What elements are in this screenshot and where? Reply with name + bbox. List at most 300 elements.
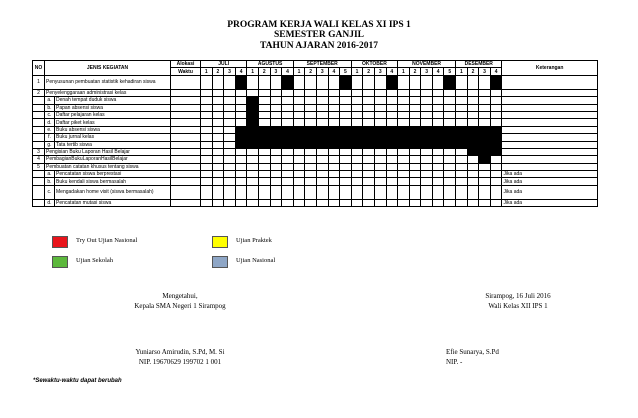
row-note xyxy=(502,104,597,111)
schedule-cell xyxy=(328,119,340,126)
schedule-cell xyxy=(456,171,468,178)
schedule-cell xyxy=(247,148,259,155)
schedule-cell xyxy=(421,75,433,89)
schedule-cell xyxy=(467,171,479,178)
schedule-cell xyxy=(363,119,375,126)
schedule-cell-filled xyxy=(490,148,502,155)
header-week: 3 xyxy=(374,68,386,75)
row-activity: Mengadakan home visit (siswa bermasalah) xyxy=(55,185,171,199)
schedule-cell xyxy=(409,199,421,206)
schedule-cell-filled xyxy=(247,141,259,148)
row-allocation xyxy=(171,111,201,118)
row-allocation xyxy=(171,97,201,104)
schedule-cell xyxy=(374,111,386,118)
schedule-cell xyxy=(201,89,213,96)
schedule-cell xyxy=(201,199,213,206)
schedule-cell xyxy=(409,178,421,185)
schedule-cell xyxy=(258,178,270,185)
schedule-cell xyxy=(456,104,468,111)
schedule-cell xyxy=(398,171,410,178)
schedule-cell xyxy=(490,171,502,178)
schedule-cell xyxy=(467,97,479,104)
schedule-cell xyxy=(270,97,282,104)
schedule-cell xyxy=(432,111,444,118)
schedule-cell xyxy=(479,89,491,96)
schedule-cell-filled xyxy=(421,126,433,133)
row-note xyxy=(502,75,597,89)
schedule-cell xyxy=(421,156,433,163)
schedule-cell-filled xyxy=(363,141,375,148)
schedule-cell-filled xyxy=(293,126,305,133)
schedule-cell xyxy=(409,156,421,163)
schedule-cell xyxy=(374,148,386,155)
schedule-cell xyxy=(444,111,456,118)
schedule-cell-filled xyxy=(235,141,247,148)
schedule-cell-filled xyxy=(386,75,398,89)
row-number xyxy=(33,119,45,126)
signature-left-nip: NIP. 19670629 199702 1 001 xyxy=(138,358,222,366)
schedule-cell xyxy=(282,156,294,163)
schedule-cell xyxy=(305,185,317,199)
schedule-cell xyxy=(212,75,224,89)
schedule-cell xyxy=(282,185,294,199)
schedule-cell-filled xyxy=(456,141,468,148)
schedule-cell xyxy=(235,185,247,199)
row-number: 5 xyxy=(33,163,45,170)
schedule-cell-filled xyxy=(340,141,352,148)
schedule-cell-filled xyxy=(432,134,444,141)
schedule-cell xyxy=(270,104,282,111)
schedule-cell-filled xyxy=(247,97,259,104)
schedule-cell xyxy=(479,75,491,89)
schedule-cell xyxy=(374,163,386,170)
row-activity: Pencatatan mutasi siswa xyxy=(55,199,171,206)
schedule-cell-filled xyxy=(316,141,328,148)
schedule-cell xyxy=(421,111,433,118)
schedule-cell xyxy=(432,171,444,178)
header-week: 3 xyxy=(479,68,491,75)
schedule-cell xyxy=(386,156,398,163)
schedule-cell xyxy=(432,156,444,163)
schedule-cell-filled xyxy=(421,141,433,148)
schedule-cell xyxy=(456,75,468,89)
row-allocation xyxy=(171,185,201,199)
schedule-cell-filled xyxy=(316,134,328,141)
schedule-cell xyxy=(316,199,328,206)
schedule-cell xyxy=(467,178,479,185)
schedule-cell xyxy=(212,104,224,111)
schedule-cell xyxy=(293,97,305,104)
schedule-cell xyxy=(432,97,444,104)
schedule-cell xyxy=(247,156,259,163)
row-activity: Denah tempat duduk siswa xyxy=(55,97,171,104)
schedule-cell-filled xyxy=(490,134,502,141)
schedule-cell xyxy=(351,111,363,118)
schedule-cell xyxy=(456,199,468,206)
schedule-cell-filled xyxy=(479,134,491,141)
row-activity: Papan absensi siswa xyxy=(55,104,171,111)
schedule-cell xyxy=(421,97,433,104)
header-week: 3 xyxy=(270,68,282,75)
schedule-cell xyxy=(409,171,421,178)
schedule-cell-filled xyxy=(282,134,294,141)
schedule-cell-filled xyxy=(247,104,259,111)
row-sub-letter: d. xyxy=(45,199,55,206)
schedule-cell xyxy=(456,178,468,185)
schedule-cell xyxy=(305,178,317,185)
table-row xyxy=(33,89,598,96)
schedule-cell-filled xyxy=(479,141,491,148)
schedule-cell xyxy=(235,178,247,185)
schedule-cell xyxy=(386,163,398,170)
row-sub-letter: b. xyxy=(45,104,55,111)
schedule-cell xyxy=(201,134,213,141)
schedule-cell-filled xyxy=(340,126,352,133)
table-row xyxy=(33,156,598,163)
row-activity: Buku absensi siswa xyxy=(55,126,171,133)
header-week: 2 xyxy=(409,68,421,75)
schedule-cell xyxy=(363,171,375,178)
row-activity: Pencatatan siswa berprestasi xyxy=(55,171,171,178)
schedule-cell xyxy=(201,178,213,185)
schedule-cell xyxy=(421,163,433,170)
schedule-cell xyxy=(467,111,479,118)
schedule-cell xyxy=(293,199,305,206)
row-number xyxy=(33,104,45,111)
schedule-cell-filled xyxy=(340,75,352,89)
schedule-cell xyxy=(224,104,236,111)
schedule-cell-filled xyxy=(398,134,410,141)
row-note xyxy=(502,141,597,148)
schedule-cell xyxy=(374,156,386,163)
schedule-cell-filled xyxy=(444,75,456,89)
schedule-cell xyxy=(444,156,456,163)
schedule-cell xyxy=(282,148,294,155)
schedule-cell xyxy=(432,89,444,96)
schedule-cell xyxy=(224,126,236,133)
schedule-cell-filled xyxy=(270,141,282,148)
schedule-cell xyxy=(293,89,305,96)
schedule-cell xyxy=(363,148,375,155)
schedule-cell xyxy=(340,185,352,199)
schedule-cell xyxy=(316,75,328,89)
schedule-cell xyxy=(258,104,270,111)
schedule-cell xyxy=(386,97,398,104)
row-sub-letter: d. xyxy=(45,119,55,126)
schedule-cell xyxy=(224,178,236,185)
schedule-cell xyxy=(212,111,224,118)
schedule-cell xyxy=(421,104,433,111)
table-row xyxy=(33,104,598,111)
schedule-cell xyxy=(224,111,236,118)
schedule-cell-filled xyxy=(282,126,294,133)
header-week: 2 xyxy=(363,68,375,75)
header-week: 1 xyxy=(456,68,468,75)
row-sub-letter: a. xyxy=(45,97,55,104)
schedule-cell xyxy=(490,178,502,185)
schedule-cell-filled xyxy=(386,126,398,133)
schedule-cell xyxy=(490,199,502,206)
schedule-cell xyxy=(212,178,224,185)
schedule-cell xyxy=(247,199,259,206)
schedule-cell xyxy=(386,178,398,185)
header-week: 1 xyxy=(351,68,363,75)
schedule-cell xyxy=(305,119,317,126)
schedule-cell xyxy=(351,156,363,163)
schedule-cell xyxy=(282,119,294,126)
schedule-cell xyxy=(340,171,352,178)
schedule-cell xyxy=(432,185,444,199)
schedule-cell xyxy=(363,89,375,96)
schedule-cell-filled xyxy=(456,134,468,141)
schedule-cell xyxy=(444,163,456,170)
header-allocation-line-2: Waktu xyxy=(171,68,201,75)
header-week: 4 xyxy=(235,68,247,75)
row-allocation xyxy=(171,134,201,141)
row-number xyxy=(33,111,45,118)
schedule-cell xyxy=(351,104,363,111)
schedule-cell xyxy=(409,75,421,89)
schedule-cell xyxy=(201,141,213,148)
schedule-cell-filled xyxy=(374,141,386,148)
schedule-cell xyxy=(328,185,340,199)
row-activity: Penyusunan pembuatan statistik kehadiran siswa xyxy=(45,75,171,89)
schedule-cell xyxy=(305,97,317,104)
header-week: 3 xyxy=(224,68,236,75)
header-week: 3 xyxy=(421,68,433,75)
schedule-cell-filled xyxy=(398,126,410,133)
schedule-cell xyxy=(479,178,491,185)
row-number: 4 xyxy=(33,156,45,163)
schedule-cell xyxy=(351,163,363,170)
schedule-cell-filled xyxy=(467,148,479,155)
schedule-cell xyxy=(386,171,398,178)
row-activity: PembagianBukuLaporanHasilBelajar xyxy=(45,156,171,163)
schedule-cell-filled xyxy=(270,126,282,133)
header-week: 2 xyxy=(212,68,224,75)
schedule-cell xyxy=(235,97,247,104)
schedule-cell xyxy=(235,156,247,163)
schedule-cell xyxy=(212,97,224,104)
schedule-cell-filled xyxy=(444,126,456,133)
table-row xyxy=(33,171,598,178)
header-month: SEPTEMBER xyxy=(293,61,351,68)
schedule-cell xyxy=(374,97,386,104)
schedule-cell-filled xyxy=(490,141,502,148)
schedule-cell xyxy=(224,171,236,178)
schedule-cell xyxy=(258,89,270,96)
schedule-cell-filled xyxy=(363,126,375,133)
schedule-cell xyxy=(293,171,305,178)
row-note: Jika ada xyxy=(502,185,597,199)
row-activity: Daftar pelajaran kelas xyxy=(55,111,171,118)
schedule-cell xyxy=(421,199,433,206)
schedule-cell xyxy=(398,75,410,89)
schedule-cell xyxy=(316,156,328,163)
schedule-cell xyxy=(456,148,468,155)
row-allocation xyxy=(171,163,201,170)
schedule-cell xyxy=(258,75,270,89)
table-row xyxy=(33,199,598,206)
row-note: Jika ada xyxy=(502,199,597,206)
schedule-cell xyxy=(201,97,213,104)
schedule-cell xyxy=(398,111,410,118)
schedule-cell-filled xyxy=(247,134,259,141)
header-week: 4 xyxy=(282,68,294,75)
row-allocation xyxy=(171,171,201,178)
header-month: JULI xyxy=(201,61,247,68)
schedule-cell xyxy=(316,89,328,96)
schedule-cell xyxy=(328,104,340,111)
row-sub-letter: c. xyxy=(45,185,55,199)
schedule-cell xyxy=(282,111,294,118)
title-line-3: TAHUN AJARAN 2016-2017 xyxy=(259,41,379,51)
schedule-cell xyxy=(374,185,386,199)
row-allocation xyxy=(171,156,201,163)
schedule-cell-filled xyxy=(456,126,468,133)
schedule-cell-filled xyxy=(409,141,421,148)
schedule-cell xyxy=(444,171,456,178)
schedule-cell-filled xyxy=(444,134,456,141)
schedule-cell-filled xyxy=(479,156,491,163)
schedule-cell xyxy=(340,97,352,104)
schedule-cell xyxy=(374,178,386,185)
schedule-cell xyxy=(201,111,213,118)
schedule-cell xyxy=(467,185,479,199)
schedule-cell xyxy=(490,163,502,170)
schedule-cell xyxy=(456,185,468,199)
signature-right-place-date: Sirampog, 16 Juli 2016 xyxy=(485,292,551,300)
header-allocation-line-1: Alokasi xyxy=(171,61,201,68)
schedule-cell-filled xyxy=(235,75,247,89)
schedule-cell-filled xyxy=(247,126,259,133)
header-week: 2 xyxy=(467,68,479,75)
schedule-cell xyxy=(432,104,444,111)
schedule-cell xyxy=(363,199,375,206)
row-number xyxy=(33,185,45,199)
schedule-cell xyxy=(479,185,491,199)
schedule-cell xyxy=(235,104,247,111)
schedule-cell xyxy=(224,134,236,141)
schedule-cell xyxy=(201,156,213,163)
schedule-cell xyxy=(212,156,224,163)
schedule-cell xyxy=(467,119,479,126)
schedule-cell xyxy=(235,119,247,126)
schedule-cell xyxy=(247,185,259,199)
schedule-cell xyxy=(340,178,352,185)
schedule-cell-filled xyxy=(282,141,294,148)
schedule-cell xyxy=(398,104,410,111)
schedule-cell xyxy=(432,148,444,155)
schedule-cell xyxy=(328,156,340,163)
table-row xyxy=(33,134,598,141)
schedule-cell xyxy=(456,97,468,104)
schedule-cell-filled xyxy=(328,126,340,133)
schedule-cell xyxy=(270,89,282,96)
schedule-cell xyxy=(386,185,398,199)
schedule-cell xyxy=(398,163,410,170)
row-allocation xyxy=(171,141,201,148)
schedule-cell-filled xyxy=(363,134,375,141)
schedule-cell-filled xyxy=(258,126,270,133)
schedule-cell-filled xyxy=(432,126,444,133)
schedule-cell xyxy=(409,89,421,96)
schedule-cell xyxy=(386,148,398,155)
schedule-cell xyxy=(258,111,270,118)
schedule-cell xyxy=(409,111,421,118)
schedule-cell xyxy=(247,163,259,170)
schedule-cell-filled xyxy=(374,126,386,133)
schedule-cell xyxy=(432,119,444,126)
schedule-cell-filled xyxy=(247,111,259,118)
row-activity: Pengisian Buku Laporan Hasil Belajar xyxy=(45,148,171,155)
header-week: 1 xyxy=(398,68,410,75)
schedule-cell xyxy=(467,199,479,206)
schedule-cell xyxy=(398,97,410,104)
schedule-cell xyxy=(340,163,352,170)
schedule-cell xyxy=(247,75,259,89)
schedule-cell-filled xyxy=(479,126,491,133)
schedule-cell xyxy=(479,199,491,206)
schedule-cell xyxy=(409,104,421,111)
legend-label: Try Out Ujian Nasional xyxy=(76,237,138,244)
schedule-cell xyxy=(340,104,352,111)
schedule-cell xyxy=(328,171,340,178)
schedule-cell xyxy=(258,171,270,178)
schedule-cell xyxy=(398,178,410,185)
schedule-cell xyxy=(328,163,340,170)
schedule-cell-filled xyxy=(293,141,305,148)
legend-label: Ujian Praktek xyxy=(236,237,272,244)
signature-right-title: Wali Kelas XII IPS 1 xyxy=(488,302,548,310)
schedule-cell xyxy=(467,89,479,96)
schedule-cell xyxy=(351,89,363,96)
schedule-cell xyxy=(305,163,317,170)
row-activity: Buku kendali siswa bermasalah xyxy=(55,178,171,185)
row-number xyxy=(33,134,45,141)
schedule-cell-filled xyxy=(467,141,479,148)
schedule-cell xyxy=(363,163,375,170)
schedule-cell xyxy=(235,199,247,206)
header-row-months xyxy=(33,61,598,68)
schedule-cell xyxy=(235,111,247,118)
schedule-cell-filled xyxy=(305,141,317,148)
schedule-cell xyxy=(409,119,421,126)
header-month: DESEMBER xyxy=(456,61,502,68)
header-week: 4 xyxy=(432,68,444,75)
schedule-cell xyxy=(374,89,386,96)
schedule-cell xyxy=(328,97,340,104)
schedule-cell-filled xyxy=(293,134,305,141)
schedule-cell xyxy=(421,178,433,185)
schedule-cell xyxy=(340,156,352,163)
schedule-cell xyxy=(363,156,375,163)
schedule-cell xyxy=(212,141,224,148)
legend-swatch xyxy=(212,236,228,248)
schedule-cell xyxy=(282,104,294,111)
schedule-cell xyxy=(409,97,421,104)
schedule-cell-filled xyxy=(235,134,247,141)
schedule-cell xyxy=(282,97,294,104)
table-row xyxy=(33,178,598,185)
row-number xyxy=(33,126,45,133)
schedule-cell xyxy=(270,163,282,170)
schedule-cell xyxy=(212,171,224,178)
schedule-cell xyxy=(258,97,270,104)
table-row xyxy=(33,97,598,104)
schedule-cell xyxy=(363,185,375,199)
schedule-cell xyxy=(201,163,213,170)
